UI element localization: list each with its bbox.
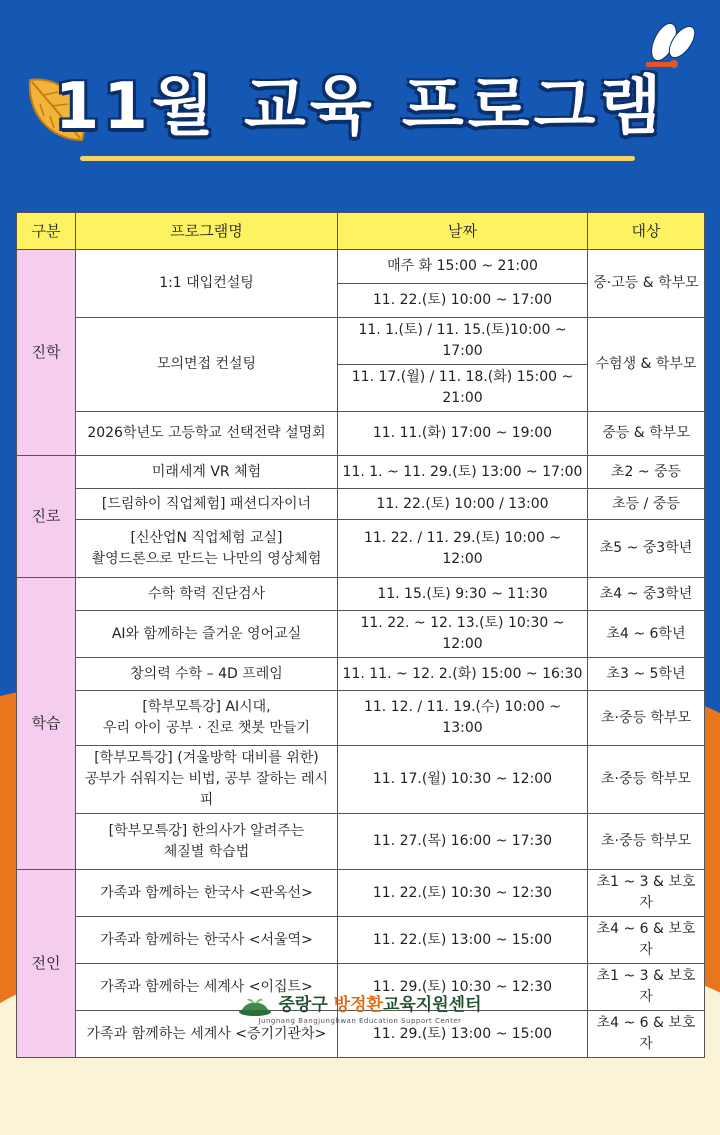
program-date: 11. 11. ~ 12. 2.(화) 15:00 ~ 16:30 — [338, 658, 588, 691]
program-name-line: [학부모특강] 한의사가 알려주는 — [108, 822, 305, 839]
program-name-line: [신산업N 직업체험 교실] — [130, 529, 283, 546]
program-date: 11. 1. ~ 11. 29.(토) 13:00 ~ 17:00 — [338, 456, 588, 489]
category-career: 진로 — [17, 456, 76, 578]
program-name-line: 우리 아이 공부 · 진로 챗봇 만들기 — [103, 720, 310, 736]
table-row — [17, 578, 705, 611]
program-name: 미래세계 VR 체험 — [76, 456, 338, 489]
program-date: 11. 22. / 11. 29.(토) 10:00 ~ 12:00 — [338, 520, 588, 578]
program-date: 11. 22.(토) 10:00 ~ 17:00 — [338, 284, 588, 318]
program-date: 11. 11.(화) 17:00 ~ 19:00 — [338, 412, 588, 456]
program-date: 매주 화 15:00 ~ 21:00 — [338, 250, 588, 284]
program-name-line: 체질별 학습법 — [163, 843, 250, 860]
category-admission: 진학 — [17, 250, 76, 456]
program-target: 수험생 & 학부모 — [588, 318, 705, 412]
program-target: 초4 ~ 6 & 보호자 — [588, 1011, 705, 1058]
program-date: 11. 12. / 11. 19.(수) 10:00 ~ 13:00 — [338, 691, 588, 746]
table-row — [17, 917, 705, 964]
program-name-line: 촬영드론으로 만드는 나만의 영상체험 — [91, 550, 322, 567]
category-whole-person: 전인 — [17, 870, 76, 1058]
table-row — [17, 611, 705, 658]
program-name: AI와 함께하는 즐거운 영어교실 — [76, 611, 338, 658]
table-header-row — [17, 213, 705, 250]
table-row — [17, 250, 705, 284]
program-target: 초5 ~ 중3학년 — [588, 520, 705, 578]
center-name-english: Jungnang Bangjunghwan Education Support Center — [258, 1017, 462, 1025]
program-name: 창의력 수학 – 4D 프레임 — [76, 658, 338, 691]
program-name — [76, 691, 338, 746]
header-date: 날짜 — [338, 213, 588, 250]
program-date: 11. 22. ~ 12. 13.(토) 10:30 ~ 12:00 — [338, 611, 588, 658]
program-date: 11. 17.(월) 10:30 ~ 12:00 — [338, 746, 588, 814]
program-name — [76, 814, 338, 870]
program-target: 초·중등 학부모 — [588, 814, 705, 870]
program-target: 초1 ~ 3 & 보호자 — [588, 964, 705, 1011]
category-learning: 학습 — [17, 578, 76, 870]
program-target: 초3 ~ 5학년 — [588, 658, 705, 691]
center-name-suffix: 교육지원센터 — [382, 995, 482, 1015]
program-date: 11. 29.(토) 13:00 ~ 15:00 — [338, 1011, 588, 1058]
program-table — [16, 212, 705, 1058]
program-date: 11. 22.(토) 10:00 / 13:00 — [338, 489, 588, 520]
program-name — [76, 520, 338, 578]
program-target: 초·중등 학부모 — [588, 691, 705, 746]
table-row — [17, 489, 705, 520]
footer — [0, 990, 720, 1025]
program-date: 11. 27.(목) 16:00 ~ 17:30 — [338, 814, 588, 870]
program-name: 가족과 함께하는 세계사 <이집트> — [76, 964, 338, 1011]
table-row — [17, 456, 705, 489]
program-name: 가족과 함께하는 한국사 <서울역> — [76, 917, 338, 964]
program-name-line: 공부가 쉬워지는 비법, 공부 잘하는 레시피 — [84, 771, 329, 808]
program-target: 초2 ~ 중등 — [588, 456, 705, 489]
program-target: 중·고등 & 학부모 — [588, 250, 705, 318]
table-row — [17, 318, 705, 365]
center-name-prefix: 중랑구 — [278, 995, 334, 1015]
program-name: 가족과 함께하는 세계사 <증기기관차> — [76, 1011, 338, 1058]
title-underline — [80, 156, 635, 161]
program-name-line: [학부모특강] (겨울방학 대비를 위한) — [94, 750, 319, 766]
program-name: 모의면접 컨설팅 — [76, 318, 338, 412]
table-row — [17, 870, 705, 917]
program-date: 11. 22.(토) 10:30 ~ 12:30 — [338, 870, 588, 917]
program-name: 수학 학력 진단검사 — [76, 578, 338, 611]
header-program-name: 프로그램명 — [76, 213, 338, 250]
program-name-line: [학부모특강] AI시대, — [142, 699, 271, 715]
table-row — [17, 814, 705, 870]
table-row — [17, 520, 705, 578]
program-date: 11. 15.(토) 9:30 ~ 11:30 — [338, 578, 588, 611]
program-date: 11. 1.(토) / 11. 15.(토)10:00 ~ 17:00 — [338, 318, 588, 365]
header-target: 대상 — [588, 213, 705, 250]
table-row — [17, 746, 705, 814]
program-target: 초4 ~ 6학년 — [588, 611, 705, 658]
center-name-accent: 방정환 — [333, 995, 383, 1015]
header-category: 구분 — [17, 213, 76, 250]
program-name — [76, 746, 338, 814]
program-date: 11. 29.(토) 10:30 ~ 12:30 — [338, 964, 588, 1011]
table-row — [17, 412, 705, 456]
center-logo-icon — [238, 994, 272, 1016]
program-name: 2026학년도 고등학교 선택전략 설명회 — [76, 412, 338, 456]
program-date: 11. 22.(토) 13:00 ~ 15:00 — [338, 917, 588, 964]
program-target: 초4 ~ 6 & 보호자 — [588, 917, 705, 964]
center-name — [0, 990, 720, 1016]
table-row — [17, 691, 705, 746]
program-date: 11. 17.(월) / 11. 18.(화) 15:00 ~ 21:00 — [338, 365, 588, 412]
program-target: 초·중등 학부모 — [588, 746, 705, 814]
page-title: 11월 교육 프로그램 — [54, 70, 666, 144]
program-target: 중등 & 학부모 — [588, 412, 705, 456]
program-name: 가족과 함께하는 한국사 <판옥선> — [76, 870, 338, 917]
table-row — [17, 658, 705, 691]
program-name: [드림하이 직업체험] 패션디자이너 — [76, 489, 338, 520]
program-target: 초등 / 중등 — [588, 489, 705, 520]
program-target: 초4 ~ 중3학년 — [588, 578, 705, 611]
program-target: 초1 ~ 3 & 보호자 — [588, 870, 705, 917]
program-name: 1:1 대입컨설팅 — [76, 250, 338, 318]
